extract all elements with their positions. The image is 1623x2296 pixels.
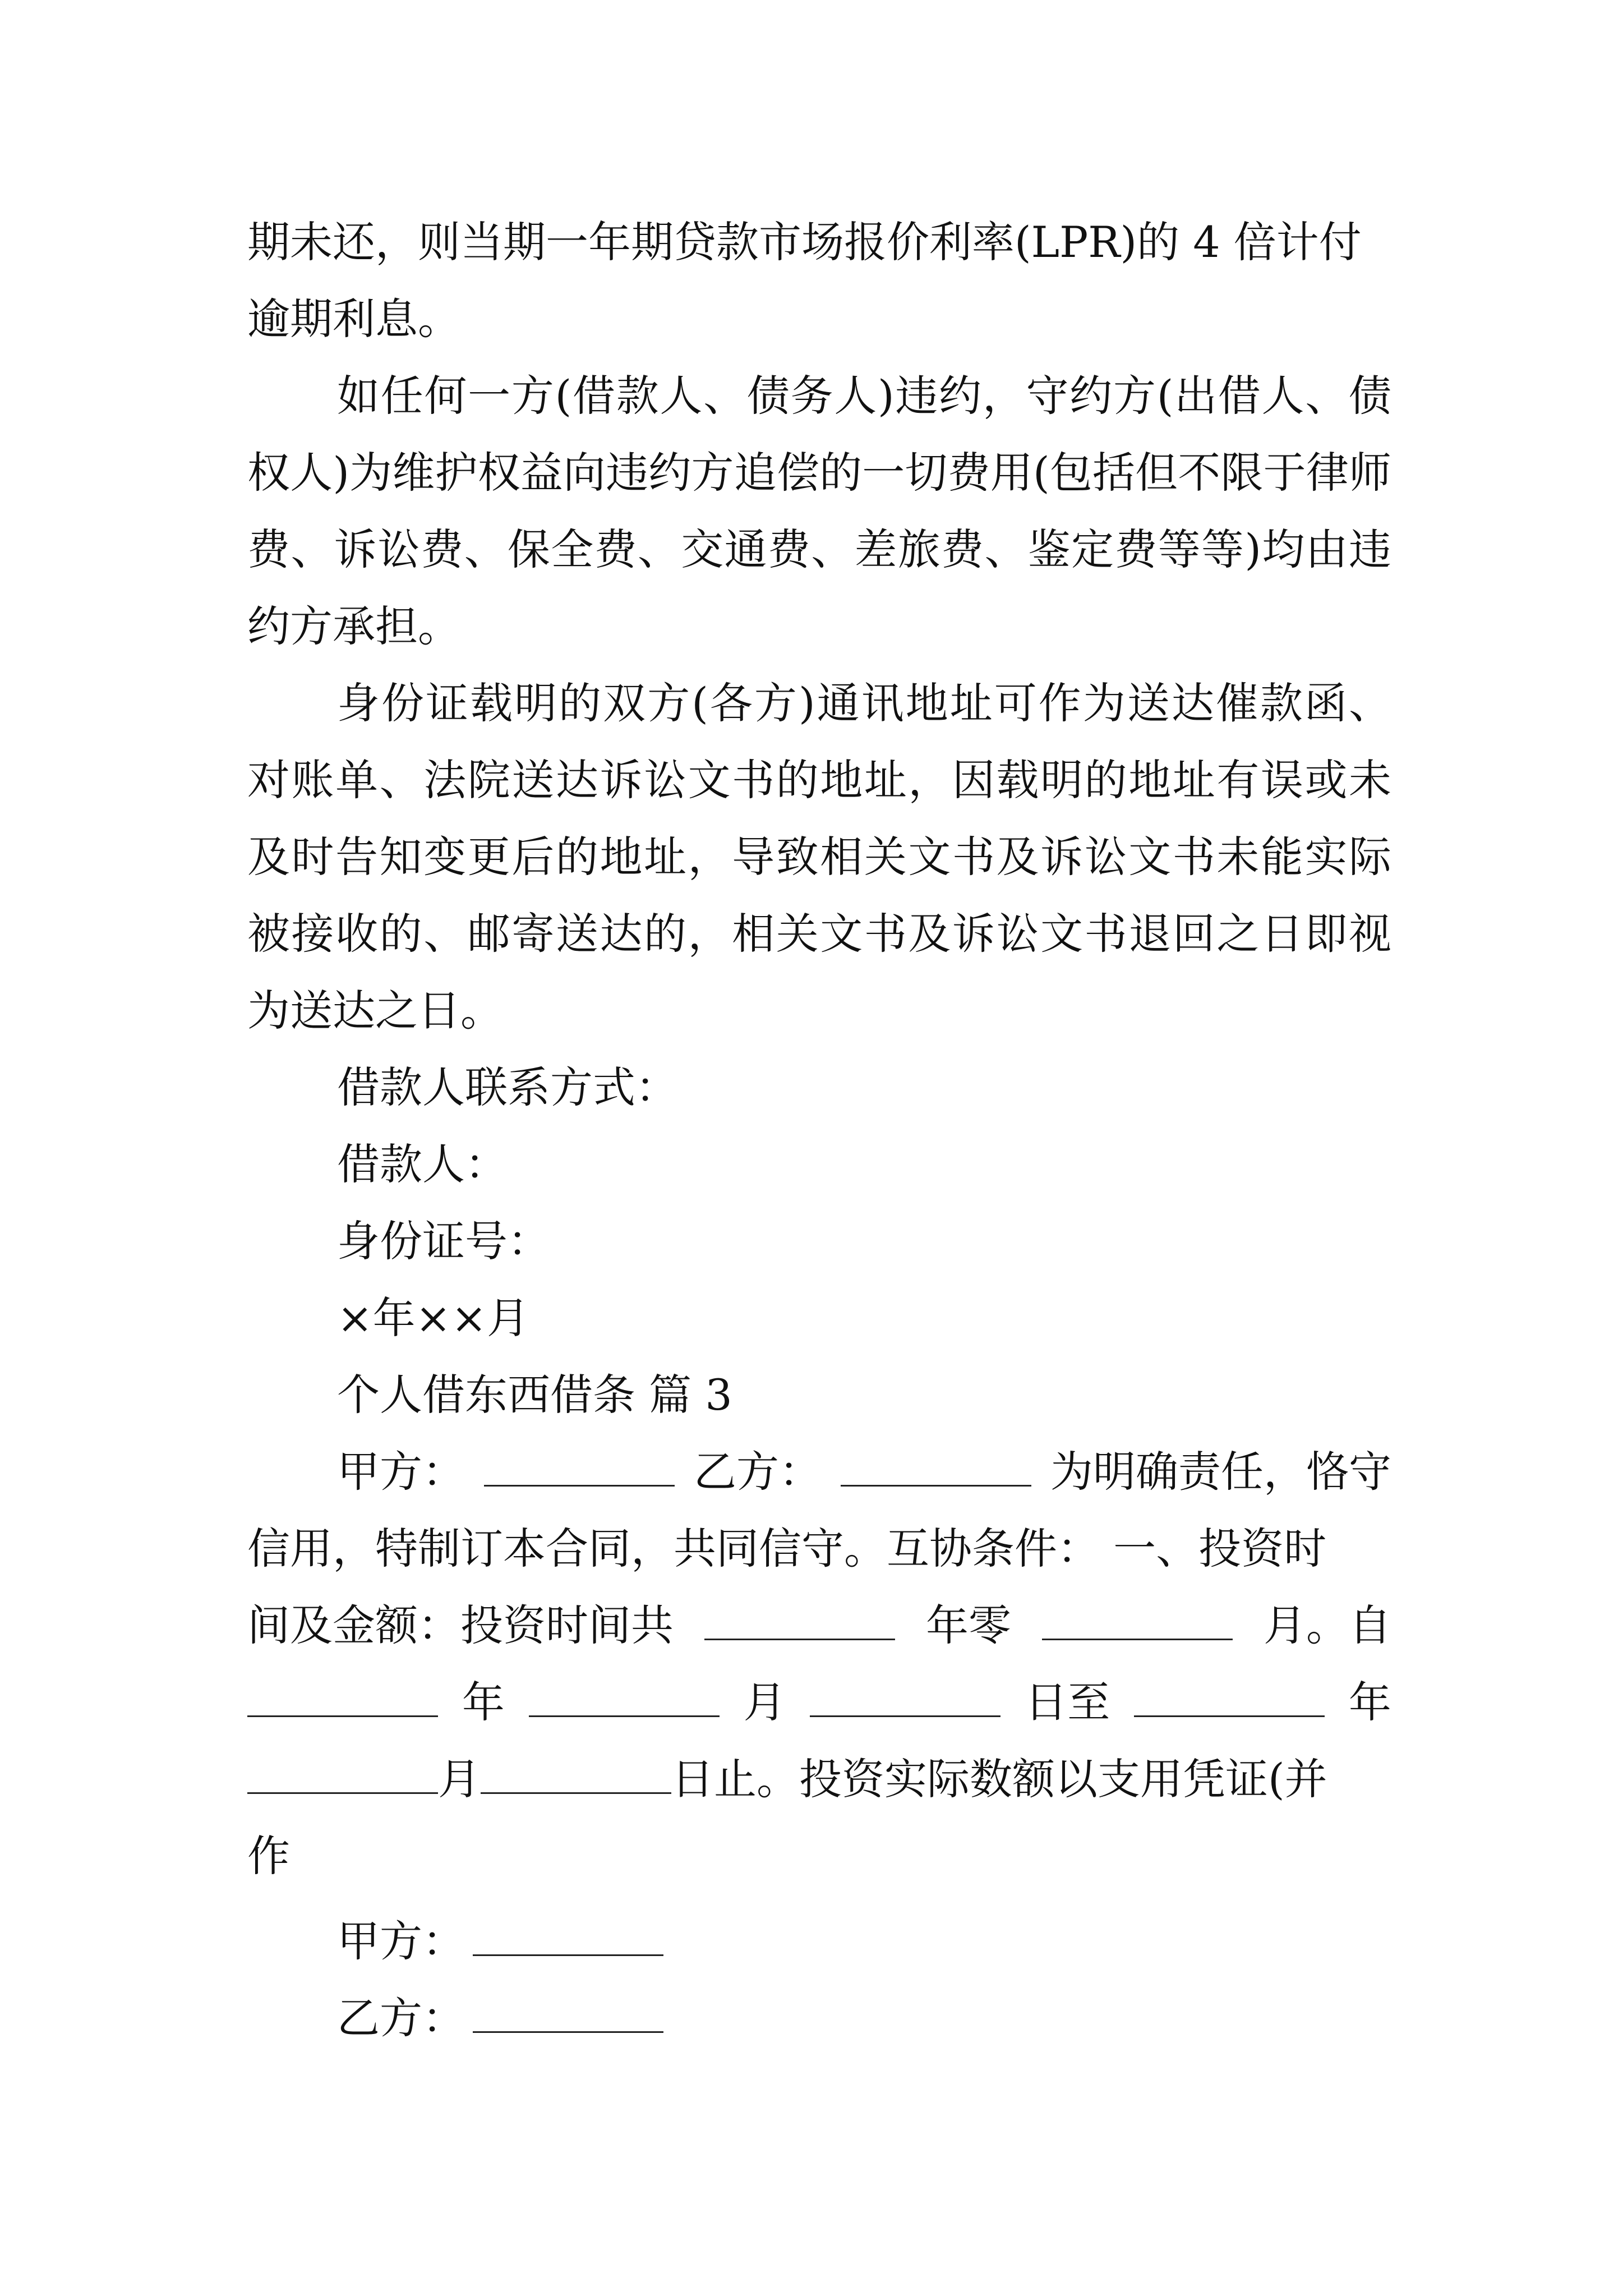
investment-duration-line <box>247 1587 1391 1664</box>
date-line: ×年××月 <box>337 1293 530 1343</box>
signature-party-a-blank <box>473 1917 663 1956</box>
signature-party-b-blank <box>473 1994 663 2033</box>
section-title: 个人借东西借条 篇 3 <box>337 1370 732 1420</box>
duration-months-unit: 月。自 <box>1264 1600 1391 1650</box>
year-unit: 年 <box>462 1677 505 1727</box>
period-end-line <box>247 1741 1391 1818</box>
party-a-blank <box>484 1448 675 1487</box>
paragraph-breach-costs: 如任何一方(借款人、债务人)违约，守约方(出借人、债权人)为维护权益向违约方追偿的一切费用(包括但不限于律师费、诉讼费、保全费、交通费、差旅费、鉴定费等等)均由违约方承担。 <box>247 371 1391 651</box>
paragraph-line: 逾期利息。 <box>247 294 460 344</box>
paragraph-line: 期未还，则当期一年期贷款市场报价利率(LPR)的 4 倍计付 <box>247 217 1362 267</box>
period-start-line <box>247 1664 1391 1741</box>
id-number-label: 身份证号： <box>337 1216 550 1266</box>
year-unit: 年 <box>1348 1677 1391 1727</box>
party-b-label: 乙方： <box>694 1447 822 1497</box>
contract-parties-line <box>337 1433 1391 1510</box>
party-b-blank <box>841 1448 1031 1487</box>
end-month-blank <box>247 1755 438 1794</box>
start-day-blank <box>810 1678 1000 1717</box>
contract-intro-tail: 为明确责任，恪守 <box>1050 1447 1391 1497</box>
contact-label: 借款人联系方式： <box>337 1062 678 1112</box>
party-a-label: 甲方： <box>337 1447 465 1497</box>
duration-years-unit: 年零 <box>926 1600 1011 1650</box>
day-to-unit: 日至 <box>1025 1677 1110 1727</box>
duration-years-blank <box>704 1602 895 1640</box>
signature-party-b <box>337 1980 1481 2056</box>
signature-party-a <box>337 1903 1481 1980</box>
month-unit: 月 <box>743 1677 786 1727</box>
duration-months-blank <box>1042 1602 1233 1640</box>
paragraph-service-address: 身份证载明的双方(各方)通讯地址可作为送达催款函、对账单、法院送达诉讼文书的地址，因载明的地址有误或未及时告知变更后的地址，导致相关文书及诉讼文书未能实际被接收的、邮寄送达的，相关文书及诉讼文书退回之日即视为送达之日。 <box>247 678 1391 1036</box>
start-year-blank <box>247 1678 438 1717</box>
borrower-label: 借款人： <box>337 1139 508 1189</box>
contract-line: 作 <box>247 1831 290 1881</box>
month-unit: 月 <box>438 1754 481 1804</box>
duration-label: 间及金额：投资时间共 <box>247 1600 674 1650</box>
end-year-blank <box>1134 1678 1325 1717</box>
contract-line: 信用，特制订本合同，共同信守。互协条件： 一、投资时 <box>247 1524 1327 1573</box>
period-end-text: 日止。投资实际数额以支用凭证(并 <box>671 1754 1327 1804</box>
signature-party-b-label: 乙方： <box>337 1993 465 2043</box>
signature-party-a-label: 甲方： <box>337 1916 465 1966</box>
end-day-blank <box>481 1755 671 1794</box>
start-month-blank <box>529 1678 720 1717</box>
